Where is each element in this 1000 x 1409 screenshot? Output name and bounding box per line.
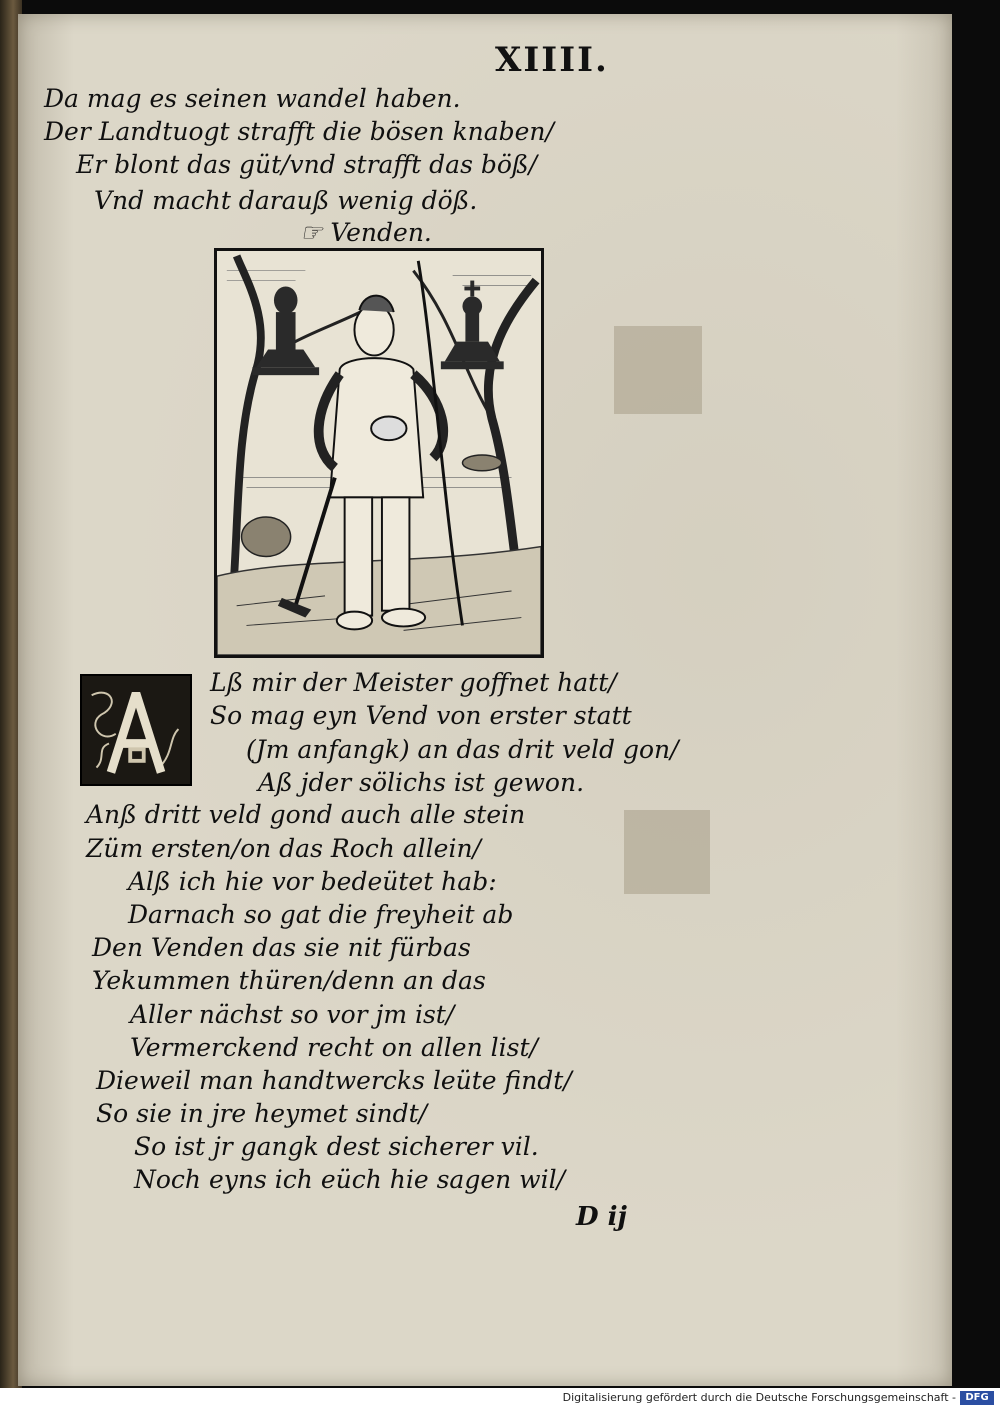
folio-number: XIIII.	[495, 40, 609, 80]
verse-line: So ist jr gangk dest sicherer vil.	[134, 1132, 539, 1161]
dfg-logo: DFG	[960, 1391, 994, 1405]
verse-line: Er blont das güt/vnd strafft das böß/	[76, 150, 538, 179]
bleed-through-initial	[624, 810, 710, 894]
verse-line: Vnd macht darauß wenig döß.	[94, 186, 478, 215]
verse-line: Den Venden das sie nit fürbas	[92, 933, 471, 962]
signature-mark: D ij	[576, 1202, 627, 1232]
verse-line: Lß mir der Meister goffnet hatt/	[210, 668, 617, 697]
verse-line: Züm ersten/on das Roch allein/	[86, 834, 481, 863]
verse-line: Noch eyns ich eüch hie sagen wil/	[134, 1165, 565, 1194]
verse-line: So sie in jre heymet sindt/	[96, 1099, 428, 1128]
bleed-through-initial	[614, 326, 702, 414]
verse-line: Alß ich hie vor bedeütet hab:	[128, 867, 497, 896]
footer-credit: Digitalisierung gefördert durch die Deutsche Forschungsgemeinschaft -	[562, 1391, 956, 1404]
verse-line: Aller nächst so vor jm ist/	[130, 1000, 455, 1029]
verse-line: Anß dritt veld gond auch alle stein	[86, 800, 526, 829]
section-heading: ☞ Venden.	[300, 218, 432, 247]
verse-line: Dieweil man handtwercks leüte findt/	[96, 1066, 572, 1095]
decorated-initial	[80, 674, 192, 786]
verse-line: So mag eyn Vend von erster statt	[210, 701, 632, 730]
verse-line: Darnach so gat die freyheit ab	[128, 900, 514, 929]
verse-line: Aß jder sölichs ist gewon.	[258, 768, 585, 797]
verse-line: Der Landtuogt strafft die bösen knaben/	[44, 117, 554, 146]
verse-line: Vermerckend recht on allen list/	[130, 1033, 538, 1062]
verse-line: Da mag es seinen wandel haben.	[44, 84, 461, 113]
verse-line: Yekummen thüren/denn an das	[92, 966, 486, 995]
verse-line: (Jm anfangk) an das drit veld gon/	[246, 735, 679, 764]
woodcut-illustration	[214, 248, 544, 658]
